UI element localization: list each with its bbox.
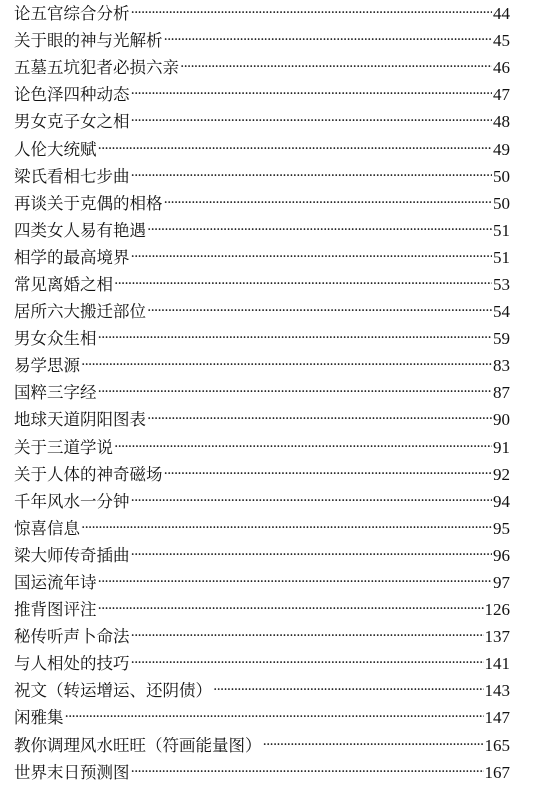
toc-entry-page: 96 <box>493 545 510 565</box>
toc-leader-dots <box>131 488 493 515</box>
toc-entry-title: 论五官综合分析 <box>14 4 130 24</box>
toc-entry-page: 147 <box>484 708 510 728</box>
toc-entry-page: 50 <box>493 193 510 213</box>
toc-entry-page: 92 <box>493 464 510 484</box>
toc-entry-page: 87 <box>493 383 510 403</box>
toc-leader-dots <box>131 163 493 190</box>
toc-entry-page: 91 <box>493 437 510 457</box>
toc-leader-dots <box>81 352 492 379</box>
toc-entry-title: 梁氏看相七步曲 <box>14 166 130 186</box>
toc-entry[interactable] <box>14 135 510 162</box>
toc-leader-dots <box>131 623 484 650</box>
toc-leader-dots <box>131 244 493 271</box>
toc-entry-title: 关于人体的神奇磁场 <box>14 464 163 484</box>
toc-entry-title: 男女克子女之相 <box>14 112 130 132</box>
toc-entry-page: 59 <box>493 329 510 349</box>
toc-entry[interactable] <box>14 108 510 135</box>
toc-leader-dots <box>131 759 484 786</box>
toc-entry-title: 论色泽四种动态 <box>14 85 130 105</box>
toc-entry[interactable] <box>14 0 510 27</box>
toc-entry-title: 地球天道阴阳图表 <box>14 410 146 430</box>
toc-entry-title: 居所六大搬迁部位 <box>14 302 146 322</box>
table-of-contents <box>14 0 510 786</box>
toc-entry-title: 祝文（转运增运、还阴债） <box>14 681 212 701</box>
toc-leader-dots <box>164 461 493 488</box>
toc-leader-dots <box>147 406 492 433</box>
toc-entry[interactable] <box>14 596 510 623</box>
toc-entry-title: 易学思源 <box>14 356 80 376</box>
toc-entry-page: 54 <box>493 302 510 322</box>
toc-leader-dots <box>147 217 492 244</box>
toc-entry-page: 97 <box>493 573 510 593</box>
toc-entry-page: 83 <box>493 356 510 376</box>
toc-entry-page: 44 <box>493 4 510 24</box>
toc-leader-dots <box>131 0 493 27</box>
toc-entry[interactable] <box>14 434 510 461</box>
toc-entry[interactable] <box>14 54 510 81</box>
toc-leader-dots <box>263 732 484 759</box>
toc-leader-dots <box>213 677 484 704</box>
toc-entry[interactable] <box>14 271 510 298</box>
toc-entry-title: 关于三道学说 <box>14 437 113 457</box>
toc-leader-dots <box>147 298 492 325</box>
toc-entry-title: 闲雅集 <box>14 708 64 728</box>
toc-entry-title: 国粹三字经 <box>14 383 97 403</box>
toc-entry[interactable] <box>14 569 510 596</box>
toc-leader-dots <box>98 569 493 596</box>
toc-entry-title: 世界末日预测图 <box>14 762 130 782</box>
toc-entry[interactable] <box>14 244 510 271</box>
toc-entry[interactable] <box>14 163 510 190</box>
toc-entry[interactable] <box>14 461 510 488</box>
toc-entry-title: 推背图评注 <box>14 600 97 620</box>
toc-leader-dots <box>131 108 493 135</box>
toc-entry-title: 男女众生相 <box>14 329 97 349</box>
toc-leader-dots <box>114 271 492 298</box>
toc-leader-dots <box>98 325 493 352</box>
toc-entry-title: 梁大师传奇插曲 <box>14 545 130 565</box>
toc-entry-page: 53 <box>493 274 510 294</box>
toc-entry-title: 千年风水一分钟 <box>14 491 130 511</box>
toc-entry-title: 五墓五坑犯者必损六亲 <box>14 58 179 78</box>
toc-entry[interactable] <box>14 379 510 406</box>
toc-entry[interactable] <box>14 515 510 542</box>
toc-leader-dots <box>131 542 493 569</box>
toc-entry[interactable] <box>14 217 510 244</box>
toc-entry-page: 95 <box>493 518 510 538</box>
toc-entry[interactable] <box>14 542 510 569</box>
toc-entry[interactable] <box>14 81 510 108</box>
toc-entry[interactable] <box>14 352 510 379</box>
toc-leader-dots <box>131 650 484 677</box>
toc-entry-title: 人伦大统赋 <box>14 139 97 159</box>
toc-leader-dots <box>164 27 493 54</box>
toc-leader-dots <box>65 704 484 731</box>
toc-entry-page: 51 <box>493 247 510 267</box>
toc-entry-page: 143 <box>484 681 510 701</box>
toc-entry-page: 141 <box>484 654 510 674</box>
toc-entry-title: 四类女人易有艳遇 <box>14 220 146 240</box>
toc-entry[interactable] <box>14 190 510 217</box>
toc-entry-page: 50 <box>493 166 510 186</box>
toc-entry[interactable] <box>14 27 510 54</box>
toc-leader-dots <box>114 434 492 461</box>
toc-leader-dots <box>98 136 493 163</box>
toc-entry-title: 秘传听声卜命法 <box>14 627 130 647</box>
toc-entry-title: 国运流年诗 <box>14 573 97 593</box>
toc-entry-page: 165 <box>484 735 510 755</box>
toc-entry-page: 47 <box>493 85 510 105</box>
toc-entry-page: 49 <box>493 139 510 159</box>
toc-leader-dots <box>81 515 492 542</box>
toc-leader-dots <box>164 190 493 217</box>
toc-entry-page: 46 <box>493 58 510 78</box>
toc-entry-title: 关于眼的神与光解析 <box>14 31 163 51</box>
toc-leader-dots <box>98 596 484 623</box>
toc-entry[interactable] <box>14 325 510 352</box>
toc-entry-page: 45 <box>493 31 510 51</box>
toc-entry-page: 51 <box>493 220 510 240</box>
toc-entry[interactable] <box>14 298 510 325</box>
toc-leader-dots <box>98 379 493 406</box>
toc-entry-title: 相学的最高境界 <box>14 247 130 267</box>
toc-entry-page: 167 <box>484 762 510 782</box>
toc-entry[interactable] <box>14 623 510 650</box>
toc-entry-page: 90 <box>493 410 510 430</box>
toc-entry[interactable] <box>14 488 510 515</box>
toc-entry-title: 常见离婚之相 <box>14 274 113 294</box>
toc-entry-title: 再谈关于克偶的相格 <box>14 193 163 213</box>
toc-entry[interactable] <box>14 406 510 433</box>
toc-entry-page: 126 <box>484 600 510 620</box>
toc-entry-page: 137 <box>484 627 510 647</box>
toc-entry-page: 94 <box>493 491 510 511</box>
toc-entry-title: 惊喜信息 <box>14 518 80 538</box>
toc-leader-dots <box>131 81 493 108</box>
toc-entry[interactable] <box>14 732 510 759</box>
toc-leader-dots <box>180 54 492 81</box>
toc-entry[interactable] <box>14 650 510 677</box>
toc-entry[interactable] <box>14 704 510 731</box>
toc-entry-title: 与人相处的技巧 <box>14 654 130 674</box>
toc-entry-page: 48 <box>493 112 510 132</box>
toc-entry[interactable] <box>14 759 510 786</box>
toc-entry-title: 教你调理风水旺旺（符画能量图） <box>14 735 262 755</box>
toc-entry[interactable] <box>14 677 510 704</box>
